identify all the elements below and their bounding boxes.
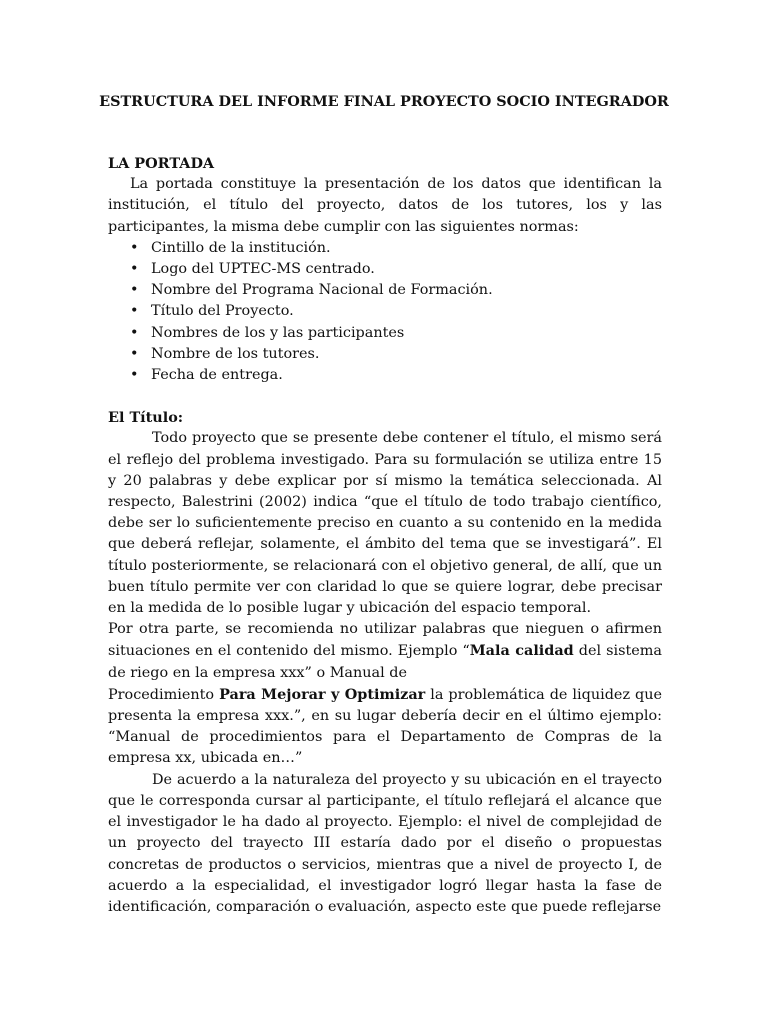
titulo-paragraph-3 [108,684,662,770]
spacer [108,386,662,407]
emphasis-text: Para Mejorar y Optimizar [219,685,426,703]
section-heading-portada: LA PORTADA [108,155,215,172]
portada-intro: La portada constituye la presentación de los datos que identifican la institución, el título del proyecto, datos de los tutores, los y las participantes, la misma debe cumplir con las siguientes normas: [108,176,662,235]
portada-list [108,238,662,386]
text-run: Procedimiento [108,686,220,703]
list-item: • Nombres de los y las participantes [151,323,662,344]
list-item: • Título del Proyecto. [151,301,662,322]
document-body [108,153,662,918]
list-item: • Nombre del Programa Nacional de Formación. [151,280,662,301]
text-run: la problemática de liquidez que presenta la empresa xxx.”, en su lugar debería decir en el último ejemplo: “Manual de procedimientos para el Departamento de Compras de la empresa xx, ubicada en…” [108,686,663,767]
emphasis-text: Mala calidad [469,642,574,660]
titulo-paragraph-1: Todo proyecto que se presente debe contener el título, el mismo será el reflejo del problema investigado. Para su formulación se utiliza entre 15 y 20 palabras y debe explicar por sí mismo la temática seleccionada. Al respecto, Balestrini (2002) indica “que el título de todo trabajo científico, debe ser lo suficientemente preciso en cuanto a su contenido en la medida que deberá reflejar, solamente, el ámbito del tema que se investigará”. El título posteriormente, se relacionará con el objetivo general, de allí, que un buen título permite ver con claridad lo que se quiere lograr, debe precisar en la medida de lo posible lugar y ubicación del espacio temporal. [108,430,662,617]
text-run: del sistema de riego en la empresa xxx” o Manual de [108,643,662,681]
list-item: • Cintillo de la institución. [151,238,662,259]
section-heading-titulo: El Título: [108,409,184,427]
document-title: ESTRUCTURA DEL INFORME FINAL PROYECTO SOCIO INTEGRADOR [99,93,669,110]
list-item: • Fecha de entrega. [151,365,662,386]
titulo-paragraph-4: De acuerdo a la naturaleza del proyecto y su ubicación en el trayecto que le corresponda cursar al participante, el título reflejará el alcance que el investigador le ha dado al proyecto. Ejemplo: el nivel de complejidad de un proyecto del trayecto III estaría dado por el diseño o propuestas concretas de productos o servicios, mientras que a nivel de proyecto I, de acuerdo a la especialidad, el investigador logró llegar hasta la fase de identificación, comparación o evaluación, aspecto este que puede reflejarse [108,771,662,915]
list-item: • Nombre de los tutores. [151,344,662,365]
text-run: Por otra parte, se recomienda no utilizar palabras que nieguen o afirmen situaciones en el contenido del mismo. Ejemplo “ [108,621,662,660]
list-item: • Logo del UPTEC-MS centrado. [151,259,662,280]
titulo-paragraph-2 [108,619,662,684]
